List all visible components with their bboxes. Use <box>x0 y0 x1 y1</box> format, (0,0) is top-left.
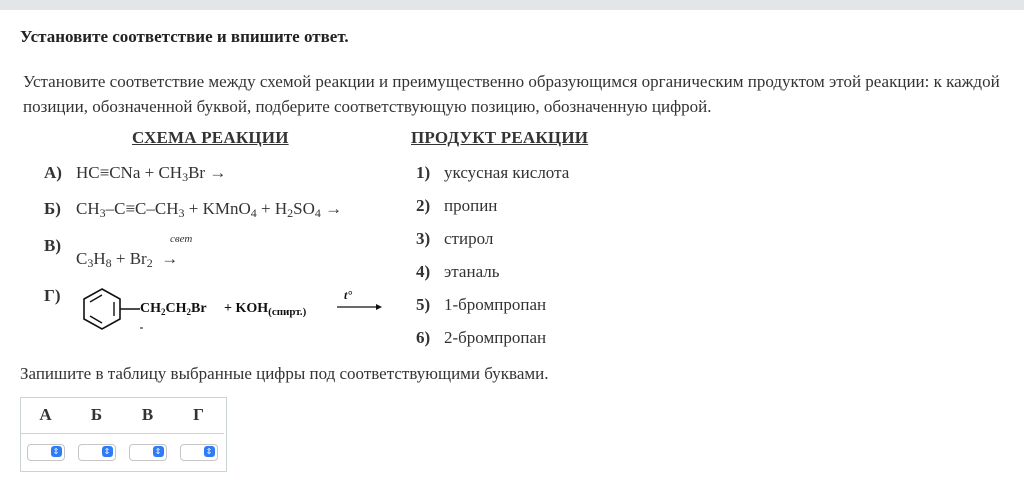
answer-column-a: А <box>20 397 71 434</box>
reaction-d-condition: t° <box>344 288 353 302</box>
select-arrows-icon: ⇕ <box>51 446 62 457</box>
product-number: 2) <box>416 196 431 215</box>
product-text: 1-бромпропан <box>444 295 547 314</box>
product-number: 3) <box>416 229 431 248</box>
reaction-c-letter: В) <box>44 236 61 255</box>
answer-select-d[interactable] <box>180 444 218 461</box>
reaction-a-formula: $HC\equiv CNa + CH_3Br$ → <box>76 163 227 184</box>
task-heading: Установите соответствие и впишите ответ. <box>20 27 349 46</box>
reaction-a-letter: А) <box>44 163 62 182</box>
answer-instruction: Запишите в таблицу выбранные цифры под соответствующими буквами. <box>20 364 549 383</box>
answer-select-b[interactable] <box>78 444 116 461</box>
answer-table <box>20 397 224 470</box>
answer-select-c[interactable] <box>129 444 167 461</box>
select-arrows-icon: ⇕ <box>153 446 164 457</box>
reaction-d-scheme <box>78 283 388 333</box>
product-text: 2-бромпропан <box>444 328 547 347</box>
reaction-scheme-header: СХЕМА РЕАКЦИИ <box>132 128 289 147</box>
svg-text:+ KOH(спирт.): + $KOH_{(спирт.)}$ <box>224 301 307 318</box>
product-number: 1) <box>416 163 431 182</box>
answer-column-d: Г <box>173 397 224 434</box>
select-arrows-icon: ⇕ <box>204 446 215 457</box>
reaction-product-header: ПРОДУКТ РЕАКЦИИ <box>411 128 589 147</box>
answer-column-b: Б <box>71 397 122 434</box>
product-text: уксусная кислота <box>444 163 570 182</box>
answer-cell-c <box>122 434 173 471</box>
answer-column-c: В <box>122 397 173 434</box>
product-text: стирол <box>444 229 494 248</box>
reaction-b-formula: $CH_3-C\equiv C-CH_3$ + KMnO$_4$ + $H_2SO_4$ → <box>76 199 343 220</box>
product-number: 6) <box>416 328 431 347</box>
reaction-d-letter: Г) <box>44 286 61 305</box>
svg-text:CH2CH2Br: $CH_2CH_2Br$ <box>140 301 207 317</box>
select-arrows-icon: ⇕ <box>102 446 113 457</box>
product-number: 4) <box>416 262 431 281</box>
product-text: этаналь <box>444 262 500 281</box>
reaction-b-letter: Б) <box>44 199 61 218</box>
answer-cell-d <box>173 434 224 471</box>
product-text: пропин <box>444 196 498 215</box>
question-text: Установите соответствие между схемой реакции и преимущественно образующимся органическим продуктом этой реакции: к каждой позиции, обозначенной буквой, подберите соответствующую позицию, обозначенную цифрой. <box>23 72 1000 116</box>
answer-cell-a <box>20 434 71 471</box>
reaction-c-condition: свет <box>170 233 193 245</box>
reaction-c-formula: $C_3H_8 + Br_2$ → <box>76 249 179 270</box>
answer-select-a[interactable] <box>27 444 65 461</box>
top-bar <box>0 0 1024 10</box>
product-number: 5) <box>416 295 431 314</box>
answer-cell-b <box>71 434 122 471</box>
